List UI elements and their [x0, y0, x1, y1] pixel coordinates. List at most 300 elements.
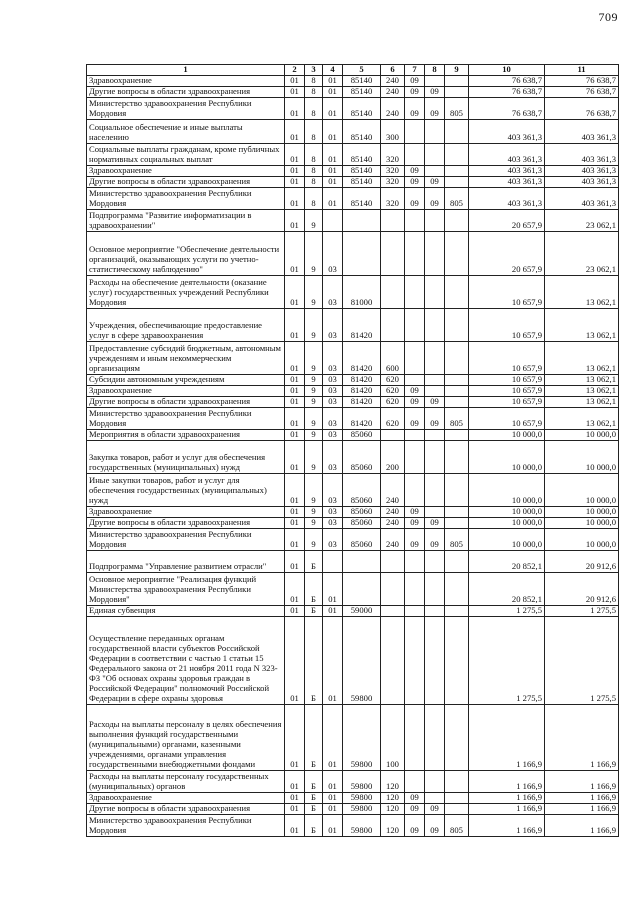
row-code-cell: Б — [305, 804, 323, 815]
row-code-cell: 59800 — [343, 804, 381, 815]
row-code-cell: 03 — [323, 430, 343, 441]
row-code-cell: 59800 — [343, 793, 381, 804]
row-code-cell: Б — [305, 617, 323, 705]
row-code-cell — [405, 309, 425, 342]
row-value-cell: 10 000,0 — [469, 529, 545, 551]
table-row — [87, 342, 619, 375]
row-code-cell: 120 — [381, 771, 405, 793]
table-row — [87, 120, 619, 144]
row-code-cell — [405, 232, 425, 276]
row-value-cell: 1 166,9 — [469, 815, 545, 837]
row-value-cell: 403 361,3 — [545, 144, 619, 166]
row-code-cell: 09 — [405, 76, 425, 87]
row-code-cell — [425, 617, 445, 705]
row-code-cell: 120 — [381, 793, 405, 804]
row-code-cell — [381, 573, 405, 606]
row-code-cell: 9 — [305, 342, 323, 375]
row-code-cell: 8 — [305, 120, 323, 144]
row-code-cell: 805 — [445, 815, 469, 837]
header-cell: 8 — [425, 65, 445, 76]
row-code-cell — [445, 507, 469, 518]
row-code-cell: 03 — [323, 408, 343, 430]
row-name-cell: Министерство здравоохранения Республики Мордовия — [87, 408, 285, 430]
row-code-cell — [425, 771, 445, 793]
row-code-cell: 85060 — [343, 529, 381, 551]
row-name-cell: Основное мероприятие "Реализация функций Министерства здравоохранения Республики Мордовия" — [87, 573, 285, 606]
row-code-cell: 03 — [323, 342, 343, 375]
row-code-cell: 01 — [285, 529, 305, 551]
row-code-cell — [445, 210, 469, 232]
table-row — [87, 210, 619, 232]
row-code-cell: 01 — [285, 87, 305, 98]
row-code-cell: 85140 — [343, 166, 381, 177]
row-name-cell: Социальные выплаты гражданам, кроме публичных нормативных социальных выплат — [87, 144, 285, 166]
row-code-cell: 01 — [323, 177, 343, 188]
row-value-cell: 10 657,9 — [469, 276, 545, 309]
row-code-cell — [445, 342, 469, 375]
row-code-cell: 01 — [285, 276, 305, 309]
row-code-cell: 85140 — [343, 177, 381, 188]
row-code-cell: 09 — [405, 98, 425, 120]
table-body — [87, 76, 619, 837]
table-row — [87, 188, 619, 210]
row-code-cell — [405, 375, 425, 386]
header-cell: 3 — [305, 65, 323, 76]
row-code-cell: 09 — [405, 166, 425, 177]
table-row — [87, 507, 619, 518]
row-code-cell — [405, 441, 425, 474]
table-row — [87, 705, 619, 771]
row-value-cell: 20 912,6 — [545, 551, 619, 573]
row-name-cell: Расходы на обеспечение деятельности (оказание услуг) государственных учреждений Республики Мордовия — [87, 276, 285, 309]
row-code-cell — [445, 87, 469, 98]
table-row — [87, 375, 619, 386]
row-code-cell: 01 — [323, 98, 343, 120]
row-code-cell — [445, 276, 469, 309]
row-code-cell: 03 — [323, 529, 343, 551]
row-code-cell — [323, 210, 343, 232]
row-code-cell: 01 — [323, 793, 343, 804]
table-row — [87, 386, 619, 397]
budget-table — [86, 64, 619, 837]
row-code-cell: 85060 — [343, 430, 381, 441]
row-value-cell: 10 000,0 — [545, 518, 619, 529]
row-name-cell: Здравоохранение — [87, 793, 285, 804]
row-code-cell: 01 — [285, 804, 305, 815]
row-value-cell: 10 000,0 — [469, 518, 545, 529]
row-code-cell — [405, 144, 425, 166]
row-code-cell — [405, 771, 425, 793]
row-code-cell: 240 — [381, 518, 405, 529]
table-row — [87, 232, 619, 276]
table-row — [87, 804, 619, 815]
row-code-cell — [405, 342, 425, 375]
row-code-cell: 81420 — [343, 408, 381, 430]
table-row — [87, 474, 619, 507]
row-value-cell: 76 638,7 — [469, 87, 545, 98]
table-row — [87, 617, 619, 705]
row-value-cell: 10 000,0 — [545, 430, 619, 441]
row-code-cell — [343, 210, 381, 232]
row-value-cell: 1 166,9 — [545, 815, 619, 837]
row-value-cell: 13 062,1 — [545, 342, 619, 375]
row-code-cell: 85060 — [343, 441, 381, 474]
row-code-cell — [445, 144, 469, 166]
row-code-cell: 9 — [305, 408, 323, 430]
row-code-cell: 9 — [305, 276, 323, 309]
row-code-cell: 240 — [381, 98, 405, 120]
row-code-cell: 09 — [405, 87, 425, 98]
row-value-cell: 20 912,6 — [545, 573, 619, 606]
row-code-cell — [425, 375, 445, 386]
row-code-cell: Б — [305, 815, 323, 837]
row-code-cell: 03 — [323, 474, 343, 507]
row-value-cell: 13 062,1 — [545, 276, 619, 309]
row-code-cell: 03 — [323, 518, 343, 529]
row-code-cell: 300 — [381, 120, 405, 144]
row-value-cell: 23 062,1 — [545, 232, 619, 276]
row-code-cell: Б — [305, 573, 323, 606]
row-code-cell: 01 — [285, 793, 305, 804]
row-code-cell — [445, 375, 469, 386]
row-code-cell: Б — [305, 705, 323, 771]
row-code-cell: 81420 — [343, 386, 381, 397]
row-value-cell: 1 166,9 — [469, 793, 545, 804]
header-cell: 6 — [381, 65, 405, 76]
row-code-cell: 01 — [285, 120, 305, 144]
row-code-cell — [425, 430, 445, 441]
row-code-cell: 09 — [405, 397, 425, 408]
row-code-cell — [445, 309, 469, 342]
table-row — [87, 606, 619, 617]
row-code-cell: 09 — [425, 87, 445, 98]
row-name-cell: Расходы на выплаты персоналу в целях обеспечения выполнения функций государственными (муниципальными) органами, казенными учреждениями, органами управления государственными внебюджетными фондами — [87, 705, 285, 771]
row-code-cell: 03 — [323, 276, 343, 309]
row-code-cell — [405, 474, 425, 507]
row-code-cell: 01 — [285, 408, 305, 430]
row-code-cell — [323, 551, 343, 573]
row-code-cell: 03 — [323, 397, 343, 408]
row-value-cell: 1 166,9 — [469, 771, 545, 793]
row-value-cell: 76 638,7 — [545, 76, 619, 87]
row-code-cell: 01 — [323, 815, 343, 837]
row-value-cell: 403 361,3 — [469, 144, 545, 166]
row-code-cell — [381, 309, 405, 342]
row-code-cell: 9 — [305, 386, 323, 397]
row-code-cell: 620 — [381, 397, 405, 408]
row-code-cell: 9 — [305, 309, 323, 342]
row-code-cell: 01 — [285, 144, 305, 166]
row-code-cell — [445, 705, 469, 771]
row-code-cell — [445, 573, 469, 606]
row-code-cell — [445, 177, 469, 188]
row-code-cell — [445, 606, 469, 617]
row-value-cell: 403 361,3 — [545, 188, 619, 210]
row-name-cell: Здравоохранение — [87, 76, 285, 87]
table-row — [87, 430, 619, 441]
row-name-cell: Предоставление субсидий бюджетным, автономным учреждениям и иным некоммерческим организациям — [87, 342, 285, 375]
row-name-cell: Закупка товаров, работ и услуг для обеспечения государственных (муниципальных) нужд — [87, 441, 285, 474]
row-code-cell — [445, 793, 469, 804]
row-code-cell: 09 — [405, 804, 425, 815]
table-row — [87, 529, 619, 551]
row-code-cell: 01 — [285, 606, 305, 617]
row-code-cell: 320 — [381, 188, 405, 210]
row-name-cell: Другие вопросы в области здравоохранения — [87, 177, 285, 188]
row-name-cell: Здравоохранение — [87, 507, 285, 518]
row-name-cell: Министерство здравоохранения Республики Мордовия — [87, 98, 285, 120]
row-code-cell: 240 — [381, 87, 405, 98]
row-code-cell — [405, 573, 425, 606]
row-code-cell — [405, 606, 425, 617]
row-code-cell — [405, 210, 425, 232]
row-code-cell — [425, 76, 445, 87]
row-code-cell: 85140 — [343, 188, 381, 210]
row-code-cell — [425, 573, 445, 606]
row-code-cell — [425, 342, 445, 375]
row-code-cell: 240 — [381, 474, 405, 507]
row-code-cell: 85060 — [343, 507, 381, 518]
row-code-cell: 8 — [305, 76, 323, 87]
table-header-row — [87, 65, 619, 76]
row-name-cell: Учреждения, обеспечивающие предоставление услуг в сфере здравоохранения — [87, 309, 285, 342]
row-value-cell: 1 166,9 — [545, 793, 619, 804]
row-code-cell: 9 — [305, 397, 323, 408]
row-code-cell: 9 — [305, 474, 323, 507]
row-code-cell — [445, 771, 469, 793]
row-code-cell: 03 — [323, 386, 343, 397]
row-code-cell — [425, 120, 445, 144]
row-code-cell: 01 — [323, 120, 343, 144]
row-name-cell: Единая субвенция — [87, 606, 285, 617]
table-row — [87, 76, 619, 87]
row-code-cell: 01 — [323, 76, 343, 87]
row-code-cell — [445, 474, 469, 507]
row-value-cell: 403 361,3 — [469, 166, 545, 177]
row-code-cell: 01 — [323, 705, 343, 771]
row-name-cell: Мероприятия в области здравоохранения — [87, 430, 285, 441]
row-code-cell: 01 — [285, 507, 305, 518]
row-code-cell — [425, 144, 445, 166]
row-code-cell: 01 — [323, 804, 343, 815]
row-code-cell: 03 — [323, 375, 343, 386]
row-code-cell: 320 — [381, 144, 405, 166]
row-name-cell: Основное мероприятие "Обеспечение деятельности организаций, оказывающих услуги по учетно-статистическому наблюдению" — [87, 232, 285, 276]
row-code-cell: 805 — [445, 408, 469, 430]
row-code-cell: 9 — [305, 529, 323, 551]
row-code-cell: 09 — [425, 397, 445, 408]
row-code-cell — [381, 551, 405, 573]
header-cell: 7 — [405, 65, 425, 76]
row-code-cell: 09 — [425, 815, 445, 837]
row-code-cell: 01 — [285, 98, 305, 120]
row-code-cell: 8 — [305, 166, 323, 177]
row-code-cell — [425, 551, 445, 573]
row-code-cell: 59800 — [343, 617, 381, 705]
row-value-cell: 20 657,9 — [469, 232, 545, 276]
table-row — [87, 309, 619, 342]
row-code-cell: 01 — [323, 573, 343, 606]
row-code-cell — [445, 76, 469, 87]
row-code-cell — [381, 430, 405, 441]
row-code-cell: 59000 — [343, 606, 381, 617]
row-code-cell: 09 — [425, 529, 445, 551]
row-code-cell: 09 — [425, 804, 445, 815]
header-cell: 4 — [323, 65, 343, 76]
row-code-cell: 01 — [285, 232, 305, 276]
table-row — [87, 408, 619, 430]
row-code-cell: 01 — [323, 771, 343, 793]
row-code-cell: 09 — [405, 529, 425, 551]
row-value-cell: 10 000,0 — [545, 474, 619, 507]
row-code-cell — [405, 551, 425, 573]
table-row — [87, 166, 619, 177]
row-code-cell: 8 — [305, 87, 323, 98]
row-value-cell: 403 361,3 — [545, 120, 619, 144]
row-name-cell: Другие вопросы в области здравоохранения — [87, 804, 285, 815]
row-code-cell: 85140 — [343, 87, 381, 98]
row-value-cell: 10 000,0 — [469, 430, 545, 441]
row-code-cell: 59800 — [343, 771, 381, 793]
row-code-cell — [445, 120, 469, 144]
row-name-cell: Иные закупки товаров, работ и услуг для обеспечения государственных (муниципальных) нужд — [87, 474, 285, 507]
row-value-cell: 403 361,3 — [545, 177, 619, 188]
row-code-cell: 01 — [285, 815, 305, 837]
row-code-cell — [425, 441, 445, 474]
row-name-cell: Подпрограмма "Управление развитием отрасли" — [87, 551, 285, 573]
row-code-cell: Б — [305, 771, 323, 793]
row-code-cell: Б — [305, 551, 323, 573]
row-code-cell: 01 — [323, 606, 343, 617]
row-value-cell: 10 657,9 — [469, 375, 545, 386]
row-code-cell: 100 — [381, 705, 405, 771]
table-row — [87, 177, 619, 188]
row-code-cell: 01 — [285, 474, 305, 507]
row-code-cell: 9 — [305, 430, 323, 441]
row-code-cell: 01 — [285, 617, 305, 705]
row-code-cell: 09 — [425, 408, 445, 430]
row-code-cell — [343, 551, 381, 573]
row-value-cell: 1 166,9 — [545, 804, 619, 815]
row-code-cell: 59800 — [343, 705, 381, 771]
row-value-cell: 13 062,1 — [545, 386, 619, 397]
row-value-cell: 13 062,1 — [545, 309, 619, 342]
row-code-cell — [445, 804, 469, 815]
row-code-cell: 240 — [381, 529, 405, 551]
row-value-cell: 76 638,7 — [469, 76, 545, 87]
table-row — [87, 276, 619, 309]
row-code-cell: 01 — [285, 430, 305, 441]
row-code-cell — [445, 617, 469, 705]
row-code-cell: 59800 — [343, 815, 381, 837]
row-value-cell: 10 000,0 — [545, 507, 619, 518]
table-row — [87, 397, 619, 408]
row-code-cell: 120 — [381, 804, 405, 815]
table-row — [87, 815, 619, 837]
row-value-cell: 23 062,1 — [545, 210, 619, 232]
row-name-cell: Другие вопросы в области здравоохранения — [87, 518, 285, 529]
row-value-cell: 1 275,5 — [545, 617, 619, 705]
row-code-cell: 03 — [323, 441, 343, 474]
row-code-cell: 09 — [425, 98, 445, 120]
row-name-cell: Министерство здравоохранения Республики Мордовия — [87, 188, 285, 210]
row-code-cell — [425, 705, 445, 771]
row-name-cell: Осуществление переданных органам государственной власти субъектов Российской Федерации в соответствии с частью 1 статьи 15 Федерального закона от 21 ноября 2011 года N 323-ФЗ "Об основах охраны здоровья граждан в Российской Федерации" полномочий Российской Федерации в сфере охраны здоровья — [87, 617, 285, 705]
row-code-cell — [381, 617, 405, 705]
row-code-cell: 01 — [285, 518, 305, 529]
row-code-cell: 03 — [323, 309, 343, 342]
row-code-cell: 09 — [425, 518, 445, 529]
row-code-cell — [425, 386, 445, 397]
header-cell: 10 — [469, 65, 545, 76]
row-name-cell: Подпрограмма "Развитие информатизации в здравоохранении" — [87, 210, 285, 232]
row-value-cell: 10 657,9 — [469, 342, 545, 375]
row-name-cell: Субсидии автономным учреждениям — [87, 375, 285, 386]
row-code-cell: 81420 — [343, 375, 381, 386]
row-value-cell: 10 000,0 — [469, 474, 545, 507]
row-code-cell: 09 — [405, 518, 425, 529]
row-code-cell: 620 — [381, 386, 405, 397]
table-row — [87, 144, 619, 166]
row-code-cell — [445, 166, 469, 177]
row-value-cell: 10 000,0 — [469, 441, 545, 474]
row-code-cell — [405, 430, 425, 441]
row-code-cell: 09 — [405, 815, 425, 837]
row-name-cell: Здравоохранение — [87, 386, 285, 397]
row-code-cell: 620 — [381, 408, 405, 430]
row-value-cell: 403 361,3 — [545, 166, 619, 177]
row-code-cell — [445, 430, 469, 441]
row-code-cell: 805 — [445, 98, 469, 120]
row-code-cell — [445, 518, 469, 529]
table-row — [87, 518, 619, 529]
row-code-cell: 01 — [285, 166, 305, 177]
row-code-cell: 09 — [405, 408, 425, 430]
row-code-cell: 85140 — [343, 98, 381, 120]
row-value-cell: 1 275,5 — [545, 606, 619, 617]
row-value-cell: 20 657,9 — [469, 210, 545, 232]
row-value-cell: 403 361,3 — [469, 188, 545, 210]
row-code-cell: 01 — [285, 188, 305, 210]
row-value-cell: 20 852,1 — [469, 573, 545, 606]
row-code-cell: 240 — [381, 76, 405, 87]
row-name-cell: Министерство здравоохранения Республики Мордовия — [87, 815, 285, 837]
table-row — [87, 771, 619, 793]
row-value-cell: 1 166,9 — [545, 771, 619, 793]
row-value-cell: 10 657,9 — [469, 408, 545, 430]
row-code-cell: 01 — [285, 705, 305, 771]
row-code-cell — [405, 120, 425, 144]
table-row — [87, 573, 619, 606]
row-code-cell: 01 — [285, 309, 305, 342]
table-row — [87, 793, 619, 804]
row-code-cell: 01 — [323, 144, 343, 166]
row-code-cell — [445, 551, 469, 573]
row-code-cell: 320 — [381, 177, 405, 188]
row-code-cell: 03 — [323, 232, 343, 276]
row-code-cell — [405, 705, 425, 771]
table-row — [87, 551, 619, 573]
header-cell: 1 — [87, 65, 285, 76]
row-value-cell: 10 000,0 — [545, 441, 619, 474]
row-code-cell — [425, 276, 445, 309]
row-code-cell: 09 — [405, 188, 425, 210]
row-code-cell: 8 — [305, 98, 323, 120]
row-code-cell: 01 — [285, 397, 305, 408]
row-code-cell: 120 — [381, 815, 405, 837]
row-value-cell: 10 657,9 — [469, 386, 545, 397]
row-code-cell — [425, 210, 445, 232]
